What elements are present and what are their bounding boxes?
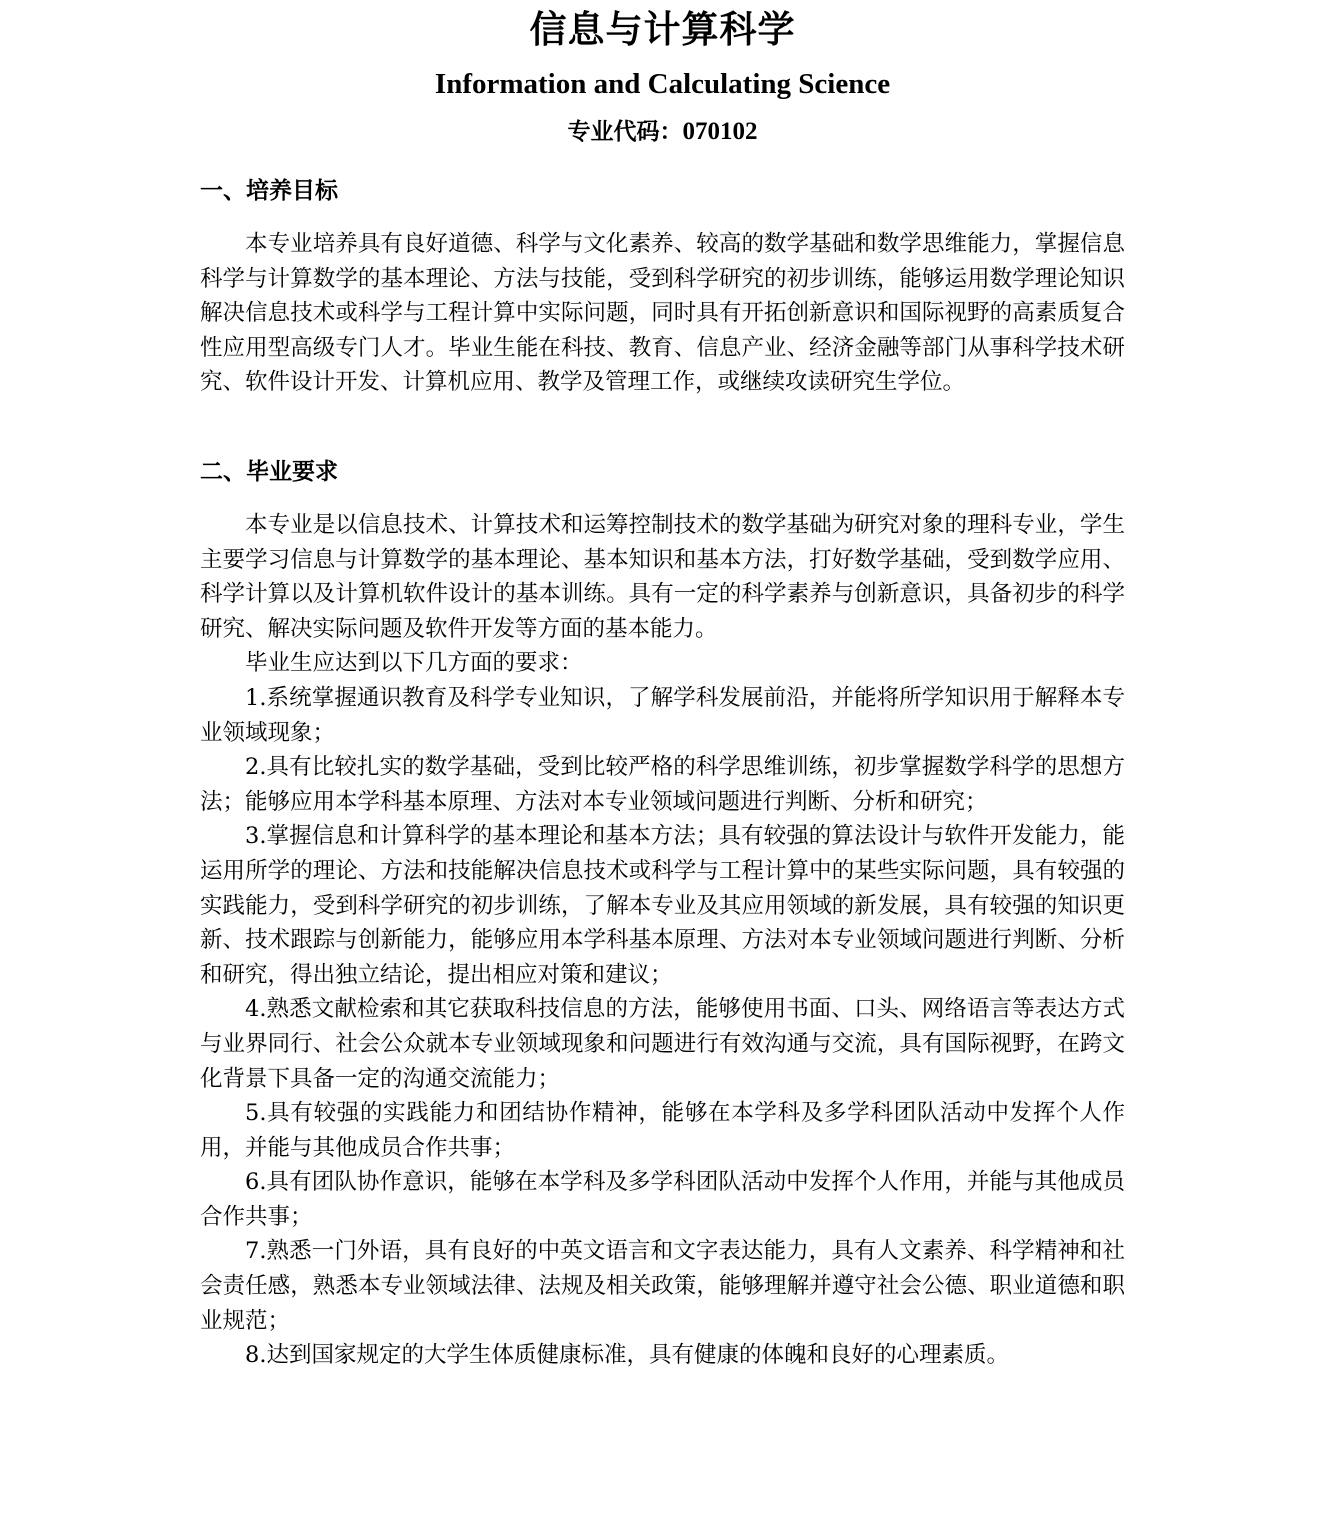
major-code-value: 070102 [682, 118, 758, 145]
requirement-item: 3.掌握信息和计算科学的基本理论和基本方法；具有较强的算法设计与软件开发能力，能运用所学的理论、方法和技能解决信息技术或科学与工程计算中的某些实际问题，具有较强的实践能力，受到科学研究的初步训练，了解本专业及其应用领域的新发展，具有较强的知识更新、技术跟踪与创新能力，能够应用本学科基本原理、方法对本专业领域问题进行判断、分析和研究，得出独立结论，提出相应对策和建议； [200, 823, 1125, 988]
major-code-label: 专业代码： [567, 119, 683, 145]
section-body-requirements [200, 508, 1125, 1373]
major-code [200, 116, 1125, 148]
major-title-chinese: 信息与计算科学 [529, 8, 796, 51]
section-body-objectives [200, 227, 1125, 400]
section-heading-objectives: 一、培养目标 [200, 178, 338, 204]
paragraph: 本专业培养具有良好道德、科学与文化素养、较高的数学基础和数学思维能力，掌握信息科学与计算数学的基本理论、方法与技能，受到科学研究的初步训练，能够运用数学理论知识解决信息技术或科学与工程计算中实际问题，同时具有开拓创新意识和国际视野的高素质复合性应用型高级专门人才。毕业生能在科技、教育、信息产业、经济金融等部门从事科学技术研究、软件设计开发、计算机应用、教学及管理工作，或继续攻读研究生学位。 [200, 231, 1125, 396]
major-title-english: Information and Calculating Science [434, 68, 891, 100]
requirement-item: 4.熟悉文献检索和其它获取科技信息的方法，能够使用书面、口头、网络语言等表达方式与业界同行、社会公众就本专业领域现象和问题进行有效沟通与交流，具有国际视野，在跨文化背景下具备一定的沟通交流能力； [200, 996, 1125, 1092]
paragraph: 毕业生应达到以下几方面的要求： [245, 650, 583, 677]
requirement-item: 7.熟悉一门外语，具有良好的中英文语言和文字表达能力，具有人文素养、科学精神和社会责任感，熟悉本专业领域法律、法规及相关政策，能够理解并遵守社会公德、职业道德和职业规范； [200, 1238, 1125, 1334]
section-heading-requirements: 二、毕业要求 [200, 459, 338, 485]
requirement-item: 8.达到国家规定的大学生体质健康标准，具有健康的体魄和良好的心理素质。 [245, 1342, 1009, 1369]
requirement-item: 5.具有较强的实践能力和团结协作精神，能够在本学科及多学科团队活动中发挥个人作用，并能与其他成员合作共事； [200, 1100, 1125, 1161]
paragraph: 本专业是以信息技术、计算技术和运筹控制技术的数学基础为研究对象的理科专业，学生主要学习信息与计算数学的基本理论、基本知识和基本方法，打好数学基础，受到数学应用、科学计算以及计算机软件设计的基本训练。具有一定的科学素养与创新意识，具备初步的科学研究、解决实际问题及软件开发等方面的基本能力。 [200, 512, 1125, 642]
requirement-item: 6.具有团队协作意识，能够在本学科及多学科团队活动中发挥个人作用，并能与其他成员合作共事； [200, 1169, 1125, 1230]
requirement-item: 1.系统掌握通识教育及科学专业知识，了解学科发展前沿，并能将所学知识用于解释本专业领域现象； [200, 684, 1125, 746]
requirement-item: 2.具有比较扎实的数学基础，受到比较严格的科学思维训练，初步掌握数学科学的思想方法；能够应用本学科基本原理、方法对本专业领域问题进行判断、分析和研究； [200, 754, 1125, 815]
